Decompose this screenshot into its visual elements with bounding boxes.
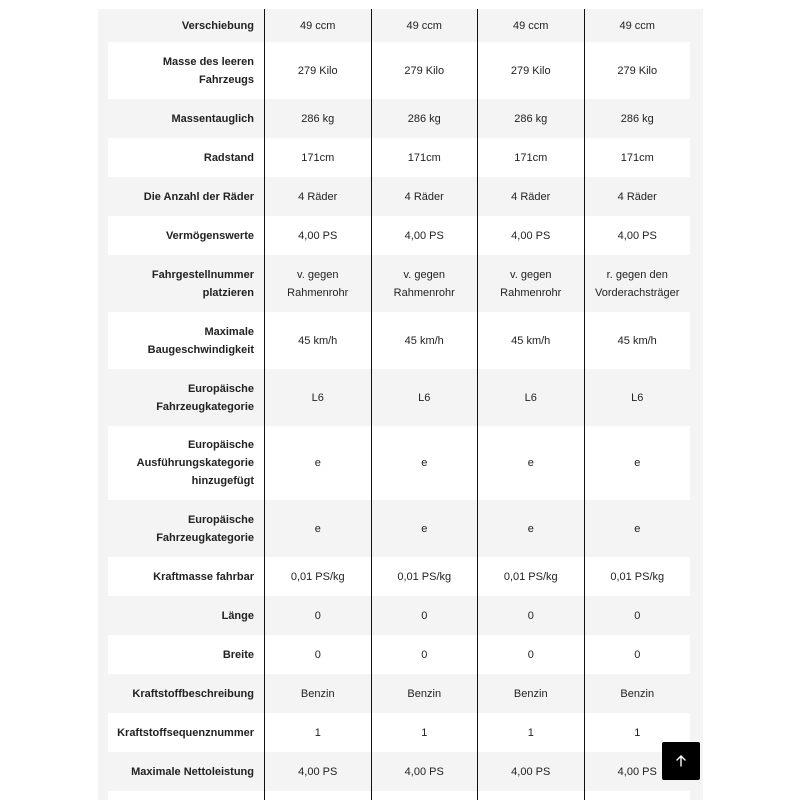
table-cell: e xyxy=(477,500,584,557)
table-cell: 0 xyxy=(477,596,584,635)
table-cell: 0,01 PS/kg xyxy=(371,557,478,596)
table-cell: 286 kg xyxy=(584,99,691,138)
table-row xyxy=(108,596,690,635)
table-cell: e xyxy=(264,426,371,500)
table-cell xyxy=(477,791,584,800)
table-cell: 49 ccm xyxy=(264,9,371,42)
row-label xyxy=(108,791,264,800)
table-cell: 4,00 PS xyxy=(371,752,478,791)
row-label: Länge xyxy=(221,609,254,622)
table-cell: 0,01 PS/kg xyxy=(584,557,691,596)
table-row xyxy=(108,99,690,138)
table-cell: 4,00 PS xyxy=(584,752,691,791)
table-cell: 4,00 PS xyxy=(584,216,691,255)
table-row xyxy=(108,674,690,713)
table-row xyxy=(108,312,690,369)
table-cell: e xyxy=(584,500,691,557)
row-label: Vermögenswerte xyxy=(165,229,254,242)
table-row xyxy=(108,42,690,99)
table-cell: 0 xyxy=(584,596,691,635)
table-cell: 0 xyxy=(371,596,478,635)
table-cell: 1 xyxy=(371,713,478,752)
table-cell: 279 Kilo xyxy=(264,42,371,99)
table-cell: 4 Räder xyxy=(371,177,478,216)
table-cell: 4,00 PS xyxy=(477,752,584,791)
table-row xyxy=(108,369,690,426)
table-cell: 0,01 PS/kg xyxy=(264,557,371,596)
table-row xyxy=(108,500,690,557)
table-cell: L6 xyxy=(477,369,584,426)
table-row xyxy=(108,255,690,312)
table-cell: 45 km/h xyxy=(371,312,478,369)
table-row xyxy=(108,635,690,674)
table-cell: e xyxy=(584,426,691,500)
row-label: Europäische Ausführungskategorie hinzugefügt xyxy=(136,439,254,487)
table-cell xyxy=(371,791,478,800)
table-cell: v. gegen Rahmenrohr xyxy=(477,255,584,312)
row-label: Masse des leeren Fahrzeugs xyxy=(162,55,254,86)
table-cell: 0 xyxy=(477,635,584,674)
table-cell: 0 xyxy=(264,635,371,674)
table-cell: L6 xyxy=(371,369,478,426)
table-cell: 279 Kilo xyxy=(477,42,584,99)
table-cell: 45 km/h xyxy=(584,312,691,369)
row-label: Fahrgestellnummer platzieren xyxy=(151,268,254,299)
table-cell: 1 xyxy=(584,713,691,752)
row-label: Verschiebung xyxy=(181,19,254,32)
table-cell: 4 Räder xyxy=(264,177,371,216)
table-cell: v. gegen Rahmenrohr xyxy=(264,255,371,312)
specs-table xyxy=(108,9,690,800)
table-cell: 286 kg xyxy=(371,99,478,138)
table-cell: 49 ccm xyxy=(371,9,478,42)
table-cell: e xyxy=(264,500,371,557)
table-row xyxy=(108,426,690,500)
table-cell xyxy=(264,791,371,800)
table-cell: 171cm xyxy=(584,138,691,177)
arrow-up-icon xyxy=(674,754,688,768)
table-row xyxy=(108,138,690,177)
row-label: Maximale Nettoleistung xyxy=(131,765,254,778)
table-cell xyxy=(584,791,691,800)
table-cell: 4,00 PS xyxy=(264,216,371,255)
table-cell: 49 ccm xyxy=(584,9,691,42)
table-cell: 45 km/h xyxy=(477,312,584,369)
table-cell: 171cm xyxy=(264,138,371,177)
table-cell: e xyxy=(371,426,478,500)
table-cell: 0 xyxy=(264,596,371,635)
table-cell: e xyxy=(371,500,478,557)
table-cell: 0 xyxy=(371,635,478,674)
table-cell: 49 ccm xyxy=(477,9,584,42)
table-row xyxy=(108,791,690,800)
table-row xyxy=(108,713,690,752)
table-cell: Benzin xyxy=(371,674,478,713)
table-cell: 286 kg xyxy=(477,99,584,138)
table-cell: 45 km/h xyxy=(264,312,371,369)
row-label: Massentauglich xyxy=(171,112,254,125)
row-label: Breite xyxy=(222,648,254,661)
table-cell: 0,01 PS/kg xyxy=(477,557,584,596)
table-cell: L6 xyxy=(264,369,371,426)
table-cell: L6 xyxy=(584,369,691,426)
table-row xyxy=(108,216,690,255)
row-label: Maximale Baugeschwindigkeit xyxy=(147,325,254,356)
table-cell: 279 Kilo xyxy=(584,42,691,99)
table-cell: r. gegen den Vorderachsträger xyxy=(584,255,691,312)
table-row xyxy=(108,9,690,42)
row-label: Die Anzahl der Räder xyxy=(143,190,254,203)
row-label: Kraftmasse fahrbar xyxy=(153,570,254,583)
table-cell: Benzin xyxy=(477,674,584,713)
table-cell: 4 Räder xyxy=(477,177,584,216)
table-row xyxy=(108,177,690,216)
table-row xyxy=(108,557,690,596)
row-label: Europäische Fahrzeugkategorie xyxy=(156,513,254,544)
back-to-top-button[interactable] xyxy=(662,742,700,780)
table-cell: 4,00 PS xyxy=(477,216,584,255)
table-cell: Benzin xyxy=(264,674,371,713)
table-cell: 4 Räder xyxy=(584,177,691,216)
row-label: Kraftstoffsequenznummer xyxy=(117,726,254,739)
specs-panel xyxy=(98,9,703,800)
table-row xyxy=(108,752,690,791)
table-cell: v. gegen Rahmenrohr xyxy=(371,255,478,312)
table-cell: 0 xyxy=(584,635,691,674)
table-cell: 1 xyxy=(477,713,584,752)
table-cell: 1 xyxy=(264,713,371,752)
table-cell: e xyxy=(477,426,584,500)
table-cell: 4,00 PS xyxy=(264,752,371,791)
table-cell: 171cm xyxy=(477,138,584,177)
row-label: Radstand xyxy=(203,151,254,164)
table-cell: 279 Kilo xyxy=(371,42,478,99)
table-cell: 171cm xyxy=(371,138,478,177)
table-cell: 4,00 PS xyxy=(371,216,478,255)
row-label: Kraftstoffbeschreibung xyxy=(132,687,254,700)
row-label: Europäische Fahrzeugkategorie xyxy=(156,382,254,413)
table-cell: Benzin xyxy=(584,674,691,713)
table-cell: 286 kg xyxy=(264,99,371,138)
